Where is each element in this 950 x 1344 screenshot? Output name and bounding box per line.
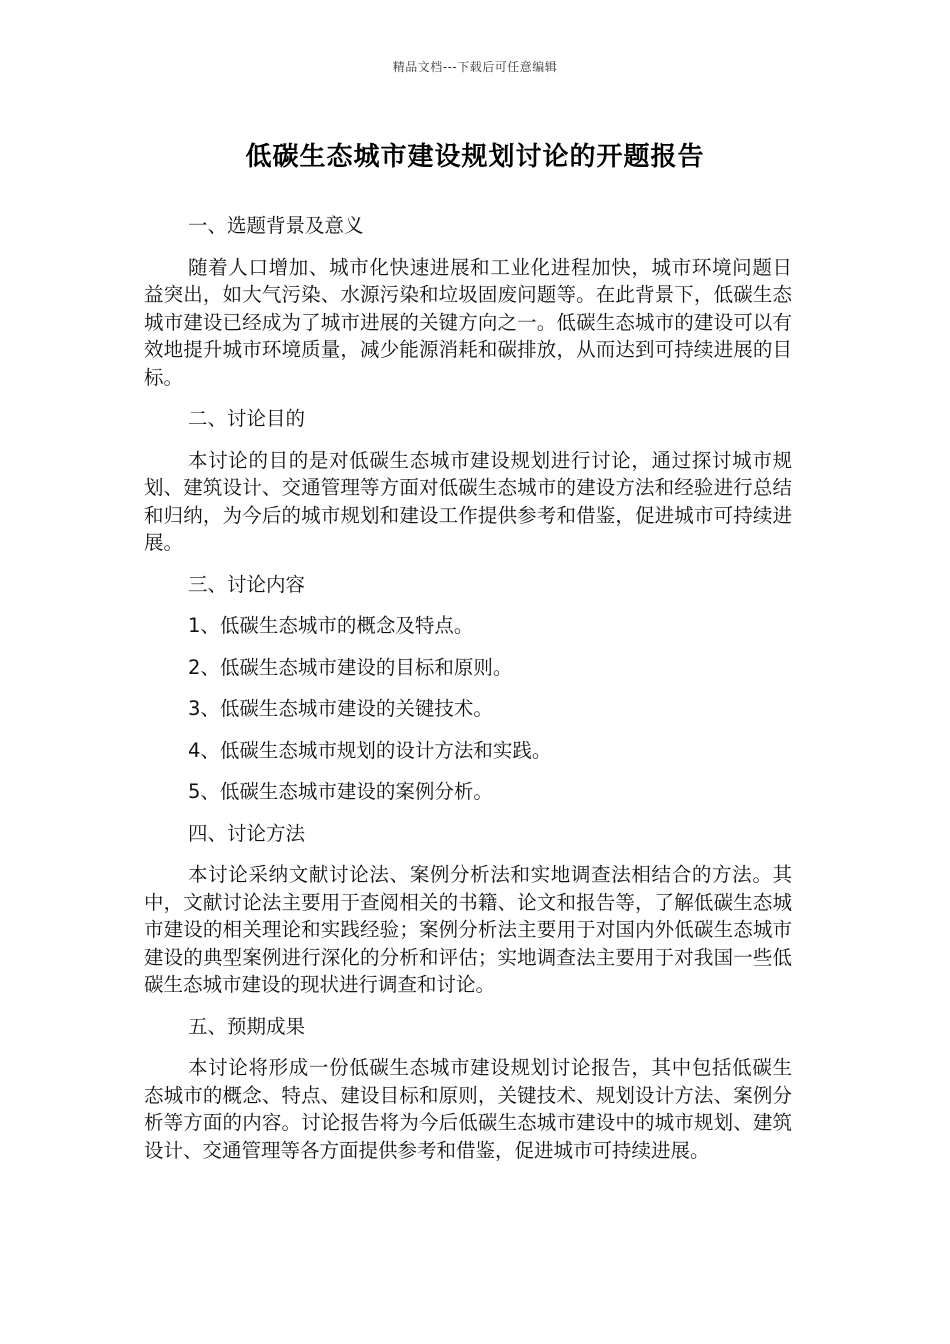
- content-list-item: 1、低碳生态城市的概念及特点。: [188, 614, 474, 637]
- section-paragraph-background: 随着人口增加、城市化快速进展和工业化进程加快，城市环境问题日益突出，如大气污染、水源污染和垃圾固废问题等。在此背景下，低碳生态城市建设已经成为了城市进展的关键方向之一。低碳生态城市的建设可以有效地提升城市环境质量，减少能源消耗和碳排放，从而达到可持续进展的目标。: [144, 255, 792, 389]
- content-list-item: 4、低碳生态城市规划的设计方法和实践。: [188, 738, 552, 762]
- section-heading-background: 一、选题背景及意义: [188, 214, 364, 237]
- document-title: 低碳生态城市建设规划讨论的开题报告: [245, 142, 705, 172]
- content-list-item: 5、低碳生态城市建设的案例分析。: [188, 780, 493, 803]
- section-paragraph-purpose: 本讨论的目的是对低碳生态城市建设规划进行讨论，通过探讨城市规划、建筑设计、交通管理等方面对低碳生态城市的建设方法和经验进行总结和归纳，为今后的城市规划和建设工作提供参考和借鉴，促进城市可持续进展。: [144, 448, 792, 554]
- section-heading-results: 五、预期成果: [188, 1014, 306, 1038]
- document-body: [144, 212, 792, 1178]
- section-heading-content: 三、讨论内容: [188, 572, 306, 596]
- page-header: 精品文档---下载后可任意编辑: [392, 60, 558, 74]
- content-list-item: 3、低碳生态城市建设的关键技术。: [188, 697, 493, 720]
- section-paragraph-results: 本讨论将形成一份低碳生态城市建设规划讨论报告，其中包括低碳生态城市的概念、特点、建设目标和原则，关键技术、规划设计方法、案例分析等方面的内容。讨论报告将为今后低碳生态城市建设中的城市规划、建筑设计、交通管理等各方面提供参考和借鉴，促进城市可持续进展。: [144, 1056, 792, 1162]
- section-paragraph-method: 本讨论采纳文献讨论法、案例分析法和实地调查法相结合的方法。其中，文献讨论法主要用于查阅相关的书籍、论文和报告等，了解低碳生态城市建设的相关理论和实践经验；案例分析法主要用于对国内外低碳生态城市建设的典型案例进行深化的分析和评估；实地调查法主要用于对我国一些低碳生态城市建设的现状进行调查和讨论。: [144, 863, 792, 996]
- content-list-item: 2、低碳生态城市建设的目标和原则。: [188, 655, 513, 679]
- section-heading-purpose: 二、讨论目的: [188, 407, 306, 430]
- section-heading-method: 四、讨论方法: [188, 821, 306, 845]
